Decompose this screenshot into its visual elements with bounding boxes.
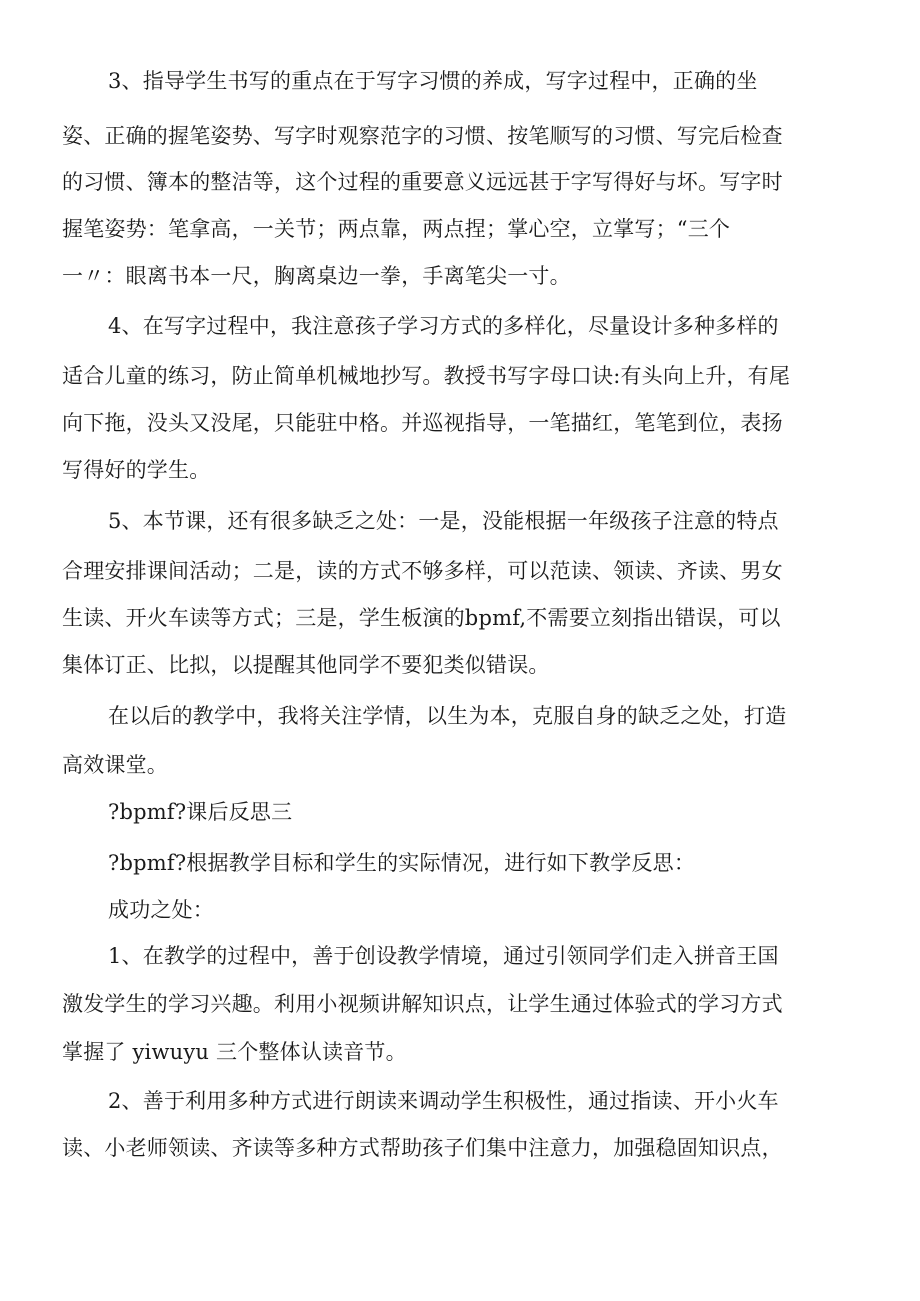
text-line: 合理安排课间活动；二是，读的方式不够多样，可以范读、领读、齐读、男女 [62,559,783,583]
text-line: 3、指导学生书写的重点在于写字习惯的养成，写字过程中，正确的坐 [108,69,758,93]
text-line: 的习惯、簿本的整洁等，这个过程的重要意义远远甚于字写得好与坏。写字时 [62,170,783,194]
text-line: 姿、正确的握笔姿势、写字时观察范字的习惯、按笔顺写的习惯、写完后检查 [62,124,783,148]
text-line: 握笔姿势：笔拿高，一关节；两点靠，两点捏；掌心空，立掌写；“三个 [62,217,731,241]
text-line: 读、小老师领读、齐读等多种方式帮助孩子们集中注意力，加强稳固知识点， [62,1136,783,1160]
text-line: 向下拖，没头又没尾，只能驻中格。并巡视指导，一笔描红，笔笔到位，表扬 [62,411,783,435]
text-line: 写得好的学生。 [62,458,211,482]
text-line: 激发学生的学习兴趣。利用小视频讲解知识点，让学生通过体验式的学习方式 [62,992,783,1016]
text-line: 集体订正、比拟，以提醒其他同学不要犯类似错误。 [62,653,550,677]
text-line: 适合儿童的练习，防止简单机械地抄写。教授书写字母口诀:有头向上升，有尾 [62,364,791,388]
text-line: 1、在教学的过程中，善于创设教学情境，通过引领同学们走入拼音王国 [108,944,779,968]
text-line: 4、在写字过程中，我注意孩子学习方式的多样化，尽量设计多种多样的 [108,314,779,338]
subheading: 成功之处： [108,898,214,922]
text-line: 生读、开火车读等方式；三是，学生板演的bpmf,不需要立刻指出错误，可以 [62,606,781,630]
text-line: 在以后的教学中，我将关注学情，以生为本，克服自身的缺乏之处，打造 [108,704,787,728]
section-heading: ?bpmf?课后反思三 [108,800,293,824]
text-line: ?bpmf?根据教学目标和学生的实际情况，进行如下教学反思： [108,851,696,875]
text-line: 5、本节课，还有很多缺乏之处：一是，没能根据一年级孩子注意的特点 [108,509,779,533]
text-line: 一〃：眼离书本一尺，胸离桌边一拳，手离笔尖一寸。 [62,264,571,288]
text-line: 2、善于利用多种方式进行朗读来调动学生积极性，通过指读、开小火车 [108,1089,779,1113]
text-line: 掌握了 yiwuyu 三个整体认读音节。 [62,1040,407,1064]
text-line: 高效课堂。 [62,753,168,777]
